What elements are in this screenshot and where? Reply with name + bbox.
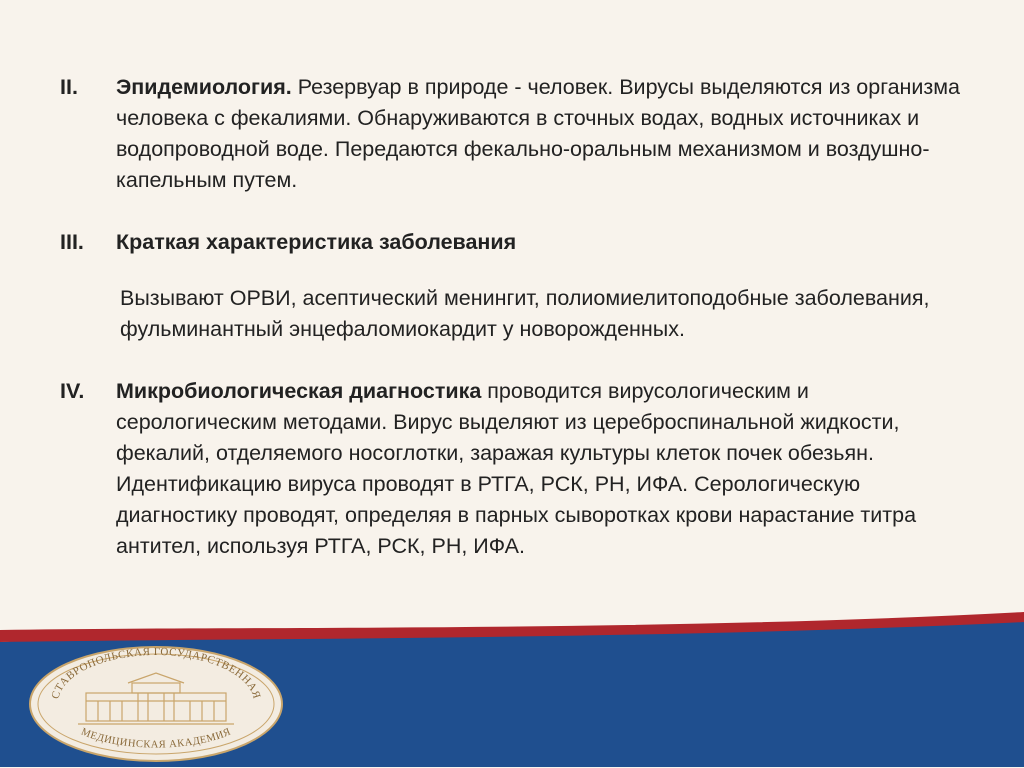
section-heading: Эпидемиология. — [116, 75, 292, 99]
section-characteristics-body — [60, 283, 960, 345]
logo-top-text: СТАВРОПОЛЬСКАЯ ГОСУДАРСТВЕННАЯ — [49, 646, 263, 701]
academy-logo — [28, 645, 284, 763]
section-paragraph — [116, 72, 960, 196]
section-numeral: III. — [60, 230, 84, 254]
section-text: Резервуар в природе - человек. Вирусы выделяются из организма человека с фекалиями. Обнаруживаются в сточных водах, водных источниках и водопроводной воде. Передаются фекально-оральным механизмом и воздушно-капельным путем. — [116, 75, 961, 192]
section-paragraph — [116, 376, 960, 562]
section-numeral: II. — [60, 75, 78, 99]
section-heading: Микробиологическая диагностика — [116, 379, 482, 403]
logo-bottom-text: МЕДИЦИНСКАЯ АКАДЕМИЯ — [79, 726, 233, 751]
spacer — [60, 345, 960, 376]
academy-emblem — [28, 645, 284, 763]
spacer — [60, 196, 960, 227]
section-text: проводится вирусологическим и серологическим методами. Вирус выделяют из цереброспинальной жидкости, фекалий, отделяемого носоглотки, заражая культуры клеток почек обезьян. Идентификацию вируса проводят в РТГА, РСК, РН, ИФА. Серологическую диагностику проводят, определяя в парных сыворотках крови нарастание титра антител, используя РТГА, РСК, РН, ИФА. — [116, 379, 917, 558]
section-paragraph — [116, 227, 960, 258]
slide-content — [60, 72, 960, 562]
section-characteristics — [60, 227, 960, 258]
section-heading: Краткая характеристика заболевания — [116, 230, 517, 254]
section-epidemiology — [60, 72, 960, 196]
section-numeral: IV. — [60, 379, 85, 403]
section-text: Вызывают ОРВИ, асептический менингит, полиомиелитоподобные заболевания, фульминантный энцефаломиокардит у новорожденных. — [120, 286, 930, 341]
section-diagnostics — [60, 376, 960, 562]
